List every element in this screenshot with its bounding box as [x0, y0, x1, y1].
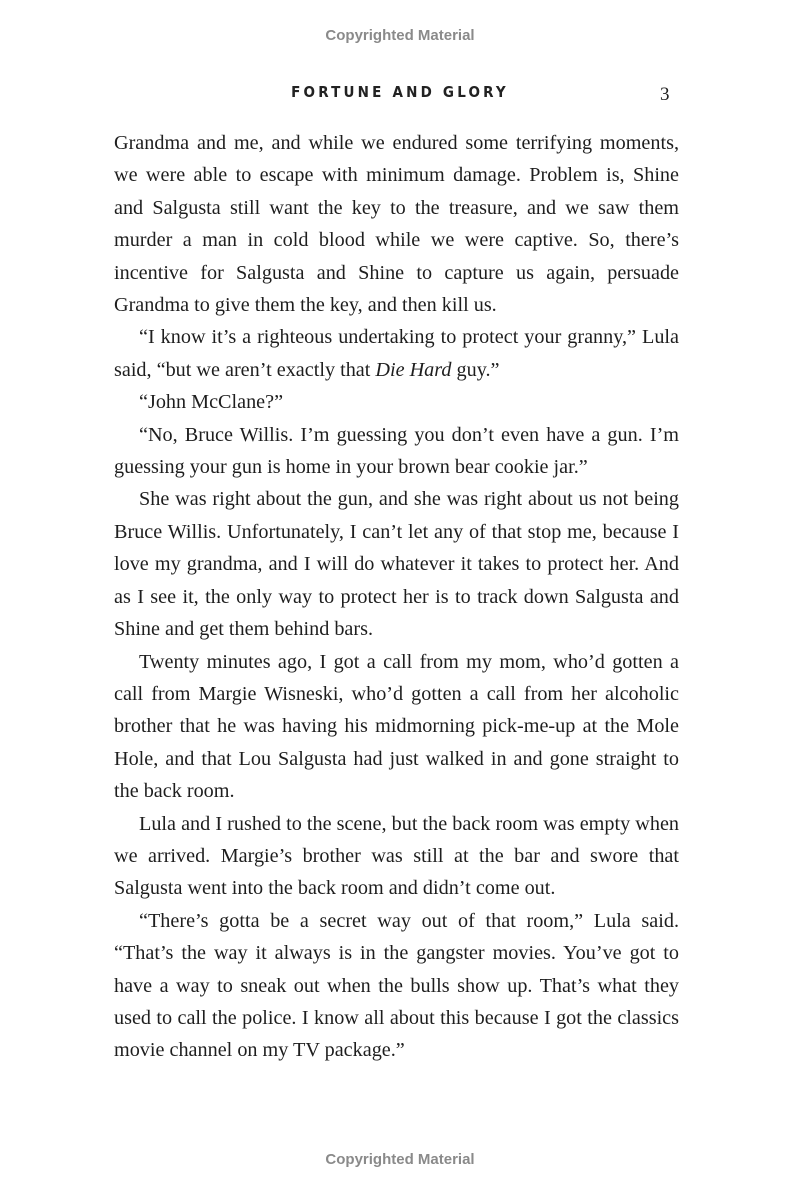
paragraph-dialogue-willis: “No, Bruce Willis. I’m guessing you don’t even have a gun. I’m guessing your gun is home in your brown bear cookie jar.”	[114, 423, 679, 479]
paragraph-dialogue-lula	[114, 321, 679, 386]
paragraph-narration: Twenty minutes ago, I got a call from my mom, who’d gotten a call from Margie Wisneski, who’d gotten a call from her alcoholic brother that he was having his midmorning pick-me-up at the Mole Hole, and that Lou Salgusta had just walked in and gone straight to the back room.	[114, 650, 679, 803]
paragraph-continued: Grandma and me, and while we endured some terrifying moments, we were able to escape with minimum damage. Problem is, Shine and Salgusta still want the key to the treasure, and we saw them murder a man in cold blood while we were captive. So, there’s incentive for Salgusta and Shine to capture us again, persuade Grandma to give them the key, and then kill us.	[114, 132, 679, 317]
copyright-watermark-top: Copyrighted Material	[325, 27, 475, 44]
movie-title-italic: Die Hard	[375, 358, 452, 381]
paragraph-text: “I know it’s a righteous undertaking to protect your granny,” Lula said, “but we aren’t exactly that	[114, 326, 679, 381]
paragraph-text: guy.”	[451, 358, 500, 381]
paragraph-narration: Lula and I rushed to the scene, but the back room was empty when we arrived. Margie’s brother was still at the bar and swore that Salgusta went into the back room and didn’t come out.	[114, 812, 679, 900]
paragraph-dialogue-mcclane: “John McClane?”	[139, 391, 284, 414]
paragraph-dialogue-secret-way: “There’s gotta be a secret way out of that room,” Lula said. “That’s the way it always is in the gangster movies. You’ve got to have a way to sneak out when the bulls show up. That’s what they used to call the police. I know all about this because I got the classics movie channel on my TV package.”	[114, 909, 679, 1062]
copyright-watermark-bottom: Copyrighted Material	[325, 1151, 475, 1168]
running-head-title: FORTUNE AND GLORY	[291, 83, 509, 101]
body-text	[114, 127, 679, 1067]
paragraph-narration: She was right about the gun, and she was right about us not being Bruce Willis. Unfortunately, I can’t let any of that stop me, because I love my grandma, and I will do whatever it takes to protect her. And as I see it, the only way to protect her is to track down Salgusta and Shine and get them behind bars.	[114, 488, 679, 641]
page-number: 3	[660, 84, 670, 105]
